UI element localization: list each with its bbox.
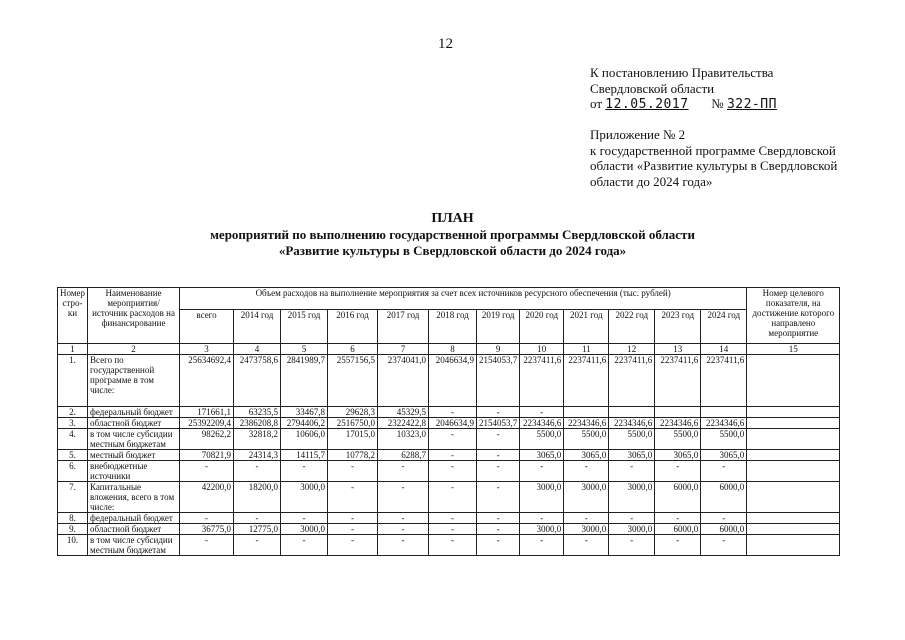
table-row — [58, 535, 840, 556]
value-cell: - — [234, 461, 281, 482]
value-cell — [655, 407, 701, 418]
title-line-1: ПЛАН — [431, 211, 474, 226]
value-cell: - — [477, 429, 520, 450]
value-cell: - — [328, 513, 378, 524]
column-number: 2 — [88, 344, 180, 355]
target-cell — [747, 450, 840, 461]
value-cell: - — [281, 461, 328, 482]
value-cell: 10778,2 — [328, 450, 378, 461]
value-cell: 14115,7 — [281, 450, 328, 461]
column-number: 11 — [564, 344, 609, 355]
document-title — [0, 211, 905, 259]
plan-table — [57, 287, 840, 556]
value-cell: - — [429, 407, 477, 418]
value-cell: 98262,2 — [180, 429, 234, 450]
value-cell: - — [701, 535, 747, 556]
row-number: 6. — [58, 461, 88, 482]
value-cell: 2237411,6 — [564, 355, 609, 407]
value-cell: 6000,0 — [655, 482, 701, 513]
value-cell: - — [477, 535, 520, 556]
annex-line-1: Приложение № 2 — [590, 127, 686, 142]
header-year: 2015 год — [281, 310, 328, 344]
value-cell: - — [609, 513, 655, 524]
value-cell: 42200,0 — [180, 482, 234, 513]
table-row — [58, 524, 840, 535]
approval-line-1: К постановлению Правительства — [590, 65, 774, 80]
value-cell: - — [477, 482, 520, 513]
target-cell — [747, 513, 840, 524]
value-cell: 3065,0 — [564, 450, 609, 461]
value-cell — [701, 407, 747, 418]
row-number: 10. — [58, 535, 88, 556]
target-cell — [747, 429, 840, 450]
value-cell: 3065,0 — [701, 450, 747, 461]
value-cell: 3000,0 — [609, 482, 655, 513]
value-cell: 2322422,8 — [378, 418, 429, 429]
value-cell: - — [477, 407, 520, 418]
row-name: в том числе субсидии местным бюджетам — [88, 535, 180, 556]
value-cell: - — [655, 461, 701, 482]
column-number: 1 — [58, 344, 88, 355]
row-name: областной бюджет — [88, 524, 180, 535]
header-year: 2020 год — [520, 310, 564, 344]
value-cell: 63235,5 — [234, 407, 281, 418]
value-cell: 2046634,9 — [429, 418, 477, 429]
annex-line-4: области до 2024 года» — [590, 173, 713, 189]
value-cell: 3000,0 — [564, 482, 609, 513]
target-cell — [747, 482, 840, 513]
target-cell — [747, 418, 840, 429]
row-name: федеральный бюджет — [88, 407, 180, 418]
header-year: 2014 год — [234, 310, 281, 344]
value-cell: 2794406,2 — [281, 418, 328, 429]
value-cell: - — [328, 461, 378, 482]
value-cell: - — [328, 482, 378, 513]
value-cell: 2234346,6 — [701, 418, 747, 429]
approval-date: 12.05.2017 — [605, 97, 689, 112]
value-cell: - — [477, 524, 520, 535]
row-number: 9. — [58, 524, 88, 535]
column-numbers-row — [58, 344, 840, 355]
table-row — [58, 482, 840, 513]
approval-block — [590, 65, 777, 113]
annex-line-3: области «Развитие культуры в Свердловской — [590, 158, 838, 173]
value-cell: - — [429, 450, 477, 461]
value-cell: 24314,3 — [234, 450, 281, 461]
column-number: 8 — [429, 344, 477, 355]
value-cell: - — [520, 407, 564, 418]
row-number: 1. — [58, 355, 88, 407]
value-cell: - — [520, 513, 564, 524]
value-cell: 33467,8 — [281, 407, 328, 418]
target-cell — [747, 407, 840, 418]
value-cell: 5500,0 — [609, 429, 655, 450]
row-number: 5. — [58, 450, 88, 461]
header-total: всего — [180, 310, 234, 344]
approval-number: 322-ПП — [726, 97, 777, 112]
value-cell: 2516750,0 — [328, 418, 378, 429]
annex-line-2: к государственной программе Свердловской — [590, 142, 836, 158]
value-cell: - — [477, 513, 520, 524]
value-cell — [564, 407, 609, 418]
value-cell: 3000,0 — [281, 524, 328, 535]
value-cell: 2237411,6 — [609, 355, 655, 407]
value-cell: - — [180, 535, 234, 556]
value-cell: 6000,0 — [701, 524, 747, 535]
column-number: 12 — [609, 344, 655, 355]
value-cell: 5500,0 — [655, 429, 701, 450]
column-number: 7 — [378, 344, 429, 355]
value-cell: 3000,0 — [520, 524, 564, 535]
value-cell: 2154053,7 — [477, 355, 520, 407]
value-cell: 5500,0 — [564, 429, 609, 450]
value-cell: - — [520, 461, 564, 482]
value-cell: - — [564, 535, 609, 556]
value-cell: - — [520, 535, 564, 556]
value-cell: 5500,0 — [520, 429, 564, 450]
value-cell — [609, 407, 655, 418]
value-cell: 25392209,4 — [180, 418, 234, 429]
value-cell: 6000,0 — [655, 524, 701, 535]
value-cell: 2234346,6 — [655, 418, 701, 429]
value-cell: - — [429, 461, 477, 482]
target-cell — [747, 535, 840, 556]
value-cell: 18200,0 — [234, 482, 281, 513]
header-year: 2021 год — [564, 310, 609, 344]
value-cell: - — [281, 513, 328, 524]
value-cell: 17015,0 — [328, 429, 378, 450]
value-cell: 171661,1 — [180, 407, 234, 418]
table-row — [58, 461, 840, 482]
value-cell: - — [180, 461, 234, 482]
table-row — [58, 407, 840, 418]
value-cell: 2234346,6 — [564, 418, 609, 429]
annex-block — [590, 127, 880, 189]
header-row-number: Номер стро-ки — [58, 288, 88, 344]
value-cell: 45329,5 — [378, 407, 429, 418]
target-cell — [747, 524, 840, 535]
value-cell: - — [609, 535, 655, 556]
number-prefix: № — [711, 96, 724, 111]
target-cell — [747, 355, 840, 407]
column-number: 13 — [655, 344, 701, 355]
value-cell: - — [429, 429, 477, 450]
page-number: 12 — [438, 36, 453, 52]
column-number: 4 — [234, 344, 281, 355]
value-cell: 3000,0 — [520, 482, 564, 513]
value-cell: 2046634,9 — [429, 355, 477, 407]
header-year: 2017 год — [378, 310, 429, 344]
row-number: 4. — [58, 429, 88, 450]
value-cell: 70821,9 — [180, 450, 234, 461]
title-line-2: мероприятий по выполнению государственной программы Свердловской области — [210, 227, 695, 242]
value-cell: 32818,2 — [234, 429, 281, 450]
row-number: 3. — [58, 418, 88, 429]
value-cell: 6000,0 — [701, 482, 747, 513]
value-cell: - — [429, 482, 477, 513]
value-cell: - — [378, 535, 429, 556]
title-line-3: «Развитие культуры в Свердловской области до 2024 года» — [278, 243, 627, 258]
value-cell: 3065,0 — [609, 450, 655, 461]
value-cell: - — [655, 513, 701, 524]
value-cell: 2234346,6 — [609, 418, 655, 429]
value-cell: 10323,0 — [378, 429, 429, 450]
row-number: 7. — [58, 482, 88, 513]
value-cell: 6288,7 — [378, 450, 429, 461]
value-cell: 10606,0 — [281, 429, 328, 450]
date-prefix: от — [590, 96, 603, 111]
value-cell: - — [378, 524, 429, 535]
value-cell: 12775,0 — [234, 524, 281, 535]
approval-date-line — [590, 96, 777, 113]
table-row — [58, 513, 840, 524]
value-cell: 2557156,5 — [328, 355, 378, 407]
table-row — [58, 418, 840, 429]
value-cell: 2386208,8 — [234, 418, 281, 429]
approval-line-2: Свердловской области — [590, 80, 715, 96]
value-cell: 2154053,7 — [477, 418, 520, 429]
value-cell: 2473758,6 — [234, 355, 281, 407]
header-year: 2024 год — [701, 310, 747, 344]
column-number: 15 — [747, 344, 840, 355]
column-number: 5 — [281, 344, 328, 355]
column-number: 6 — [328, 344, 378, 355]
value-cell: 2237411,6 — [520, 355, 564, 407]
value-cell: 3000,0 — [609, 524, 655, 535]
row-name: областной бюджет — [88, 418, 180, 429]
value-cell: - — [564, 461, 609, 482]
value-cell: 2841989,7 — [281, 355, 328, 407]
value-cell: - — [429, 513, 477, 524]
value-cell: - — [281, 535, 328, 556]
table-row — [58, 355, 840, 407]
row-number: 2. — [58, 407, 88, 418]
value-cell: - — [234, 513, 281, 524]
value-cell: - — [234, 535, 281, 556]
row-name: местный бюджет — [88, 450, 180, 461]
value-cell: 2374041,0 — [378, 355, 429, 407]
value-cell: - — [477, 461, 520, 482]
value-cell: 2237411,6 — [655, 355, 701, 407]
header-expenses: Объем расходов на выполнение мероприятия за счет всех источников ресурсного обеспечения (тыс. рублей) — [180, 288, 747, 310]
header-year: 2022 год — [609, 310, 655, 344]
header-row — [58, 288, 840, 310]
row-name: федеральный бюджет — [88, 513, 180, 524]
value-cell: 36775,0 — [180, 524, 234, 535]
value-cell: - — [655, 535, 701, 556]
value-cell: 2234346,6 — [520, 418, 564, 429]
header-year: 2023 год — [655, 310, 701, 344]
column-number: 9 — [477, 344, 520, 355]
value-cell: 5500,0 — [701, 429, 747, 450]
row-name: в том числе субсидии местным бюджетам — [88, 429, 180, 450]
row-name: Капитальные вложения, всего в том числе: — [88, 482, 180, 513]
value-cell: - — [378, 513, 429, 524]
row-name: Всего по государственной программе в том числе: — [88, 355, 180, 407]
value-cell: - — [328, 535, 378, 556]
value-cell: 3065,0 — [520, 450, 564, 461]
row-number: 8. — [58, 513, 88, 524]
value-cell: - — [564, 513, 609, 524]
header-year: 2018 год — [429, 310, 477, 344]
table-row — [58, 450, 840, 461]
header-target: Номер целевого показателя, на достижение которого направлено мероприятие — [747, 288, 840, 344]
value-cell: - — [701, 461, 747, 482]
header-name: Наименование мероприятия/ источник расходов на финансирование — [88, 288, 180, 344]
target-cell — [747, 461, 840, 482]
value-cell: - — [477, 450, 520, 461]
value-cell: - — [429, 524, 477, 535]
header-year: 2016 год — [328, 310, 378, 344]
value-cell: 25634692,4 — [180, 355, 234, 407]
value-cell: 2237411,6 — [701, 355, 747, 407]
table-row — [58, 429, 840, 450]
value-cell: 3000,0 — [564, 524, 609, 535]
value-cell: - — [609, 461, 655, 482]
value-cell: - — [378, 461, 429, 482]
value-cell: - — [180, 513, 234, 524]
column-number: 10 — [520, 344, 564, 355]
column-number: 3 — [180, 344, 234, 355]
row-name: внебюджетные источники — [88, 461, 180, 482]
column-number: 14 — [701, 344, 747, 355]
header-year: 2019 год — [477, 310, 520, 344]
value-cell: - — [328, 524, 378, 535]
value-cell: - — [429, 535, 477, 556]
value-cell: 29628,3 — [328, 407, 378, 418]
value-cell: - — [378, 482, 429, 513]
value-cell: - — [701, 513, 747, 524]
value-cell: 3000,0 — [281, 482, 328, 513]
value-cell: 3065,0 — [655, 450, 701, 461]
